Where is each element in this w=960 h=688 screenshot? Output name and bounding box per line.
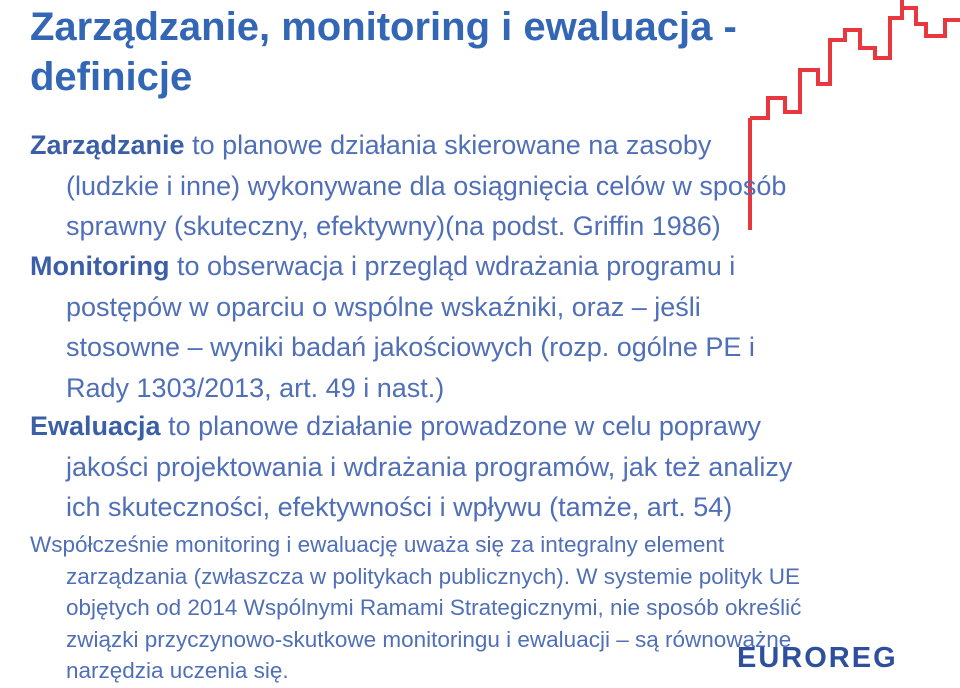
definition-zarzadzanie [30,125,786,247]
definition-text: postępów w oparciu o wspólne wskaźniki, oraz – jeśli [66,291,701,322]
definition-term: Zarządzanie [30,130,185,160]
definition-text: ich skuteczności, efektywności i wpływu (tamże, art. 54) [66,492,733,522]
definition-text: (ludzkie i inne) wykonywane dla osiągnięcia celów w sposób [66,170,787,201]
summary-text: zarządzania (zwłaszcza w politykach publicznych). W systemie polityk UE [66,563,800,589]
slide-title-line-2: definicje [30,55,193,99]
summary-text: związki przyczynowo-skutkowe monitoringu i ewaluacji – są równoważne [66,626,792,652]
definition-term: Monitoring [30,251,170,281]
definition-term: Ewaluacja [30,411,161,441]
definition-text: Rady 1303/2013, art. 49 i nast.) [66,372,445,403]
definition-text: sprawny (skuteczny, efektywny)(na podst. Griffin 1986) [66,211,721,241]
summary-text: Współcześnie monitoring i ewaluację uważa się za integralny element [30,532,725,557]
summary-paragraph [30,529,801,687]
slide-title-line-1: Zarządzanie, monitoring i ewaluacja - [30,5,737,49]
summary-text: narzędzia uczenia się. [66,658,289,683]
definition-text: stosowne – wyniki badań jakościowych (rozp. ogólne PE i [66,332,755,362]
definition-text: to obserwacja i przegląd wdrażania programu i [169,251,736,281]
slide-title [30,2,737,102]
summary-text: objętych od 2014 Wspólnymi Ramami Strategicznymi, nie sposób określić [66,595,802,620]
euroreg-logo: EUROREG [737,642,898,674]
definition-monitoring [30,246,755,408]
definition-text: jakości projektowania i wdrażania programów, jak też analizy [66,451,793,482]
definition-text: to planowe działanie prowadzone w celu poprawy [160,411,761,441]
definition-ewaluacja [30,406,792,528]
definition-text: to planowe działania skierowane na zasoby [184,130,712,160]
